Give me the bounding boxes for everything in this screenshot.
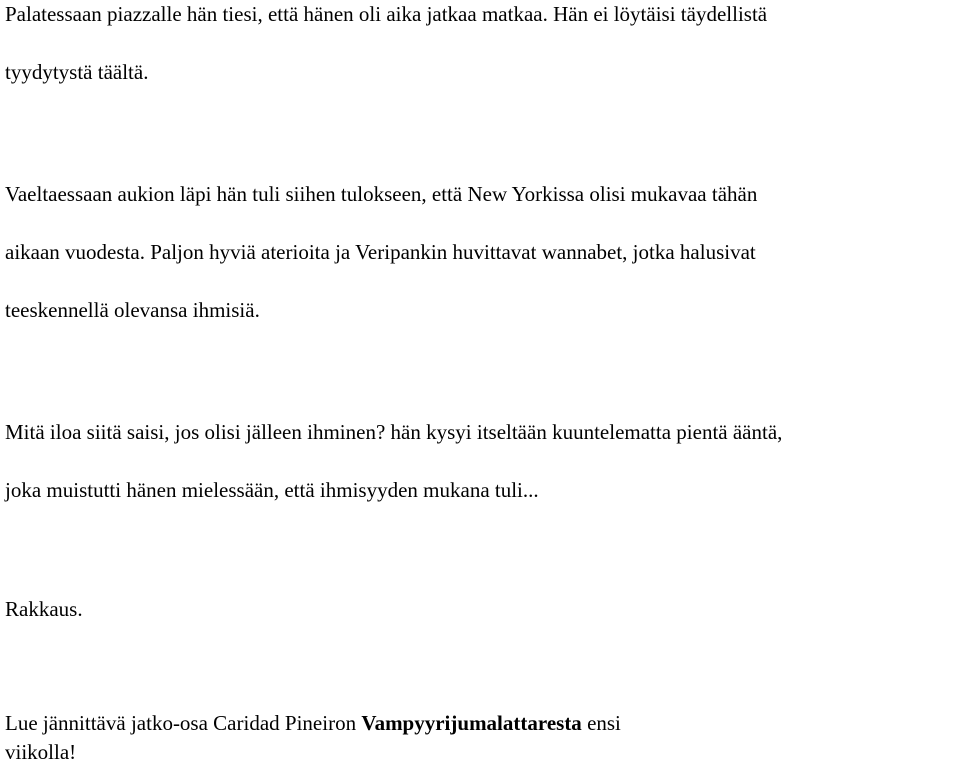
paragraph-2-line-2: aikaan vuodesta. Paljon hyviä aterioita ja Veripankin huvittavat wannabet, jotka halusivat [5,240,756,264]
teaser-suffix: ensi [581,711,621,735]
teaser-paragraph [5,709,621,767]
teaser-prefix: Lue jännittävä jatko-osa Caridad Pineiron [5,711,362,735]
paragraph-1-line-1: Palatessaan piazzalle hän tiesi, että hänen oli aika jatkaa matkaa. Hän ei löytäisi täydellistä [5,2,768,26]
paragraph-2-line-3: teeskennellä olevansa ihmisiä. [5,298,260,322]
paragraph-4 [5,580,83,638]
paragraph-1 [5,0,767,101]
teaser-line-2: viikolla! [5,740,77,764]
paragraph-3-line-2: joka muistutti hänen mielessään, että ihmisyyden mukana tuli... [5,478,539,502]
paragraph-2 [5,165,757,339]
teaser-line-1 [5,709,621,738]
paragraph-3 [5,403,782,519]
book-title: Vampyyrijumalattaresta [361,711,582,735]
paragraph-2-line-1: Vaeltaessaan aukion läpi hän tuli siihen tulokseen, että New Yorkissa olisi mukavaa tähän [5,182,758,206]
paragraph-4-line-1: Rakkaus. [5,597,83,621]
paragraph-1-line-2: tyydytystä täältä. [5,60,149,84]
paragraph-3-line-1: Mitä iloa siitä saisi, jos olisi jälleen ihminen? hän kysyi itseltään kuuntelematta pientä ääntä, [5,420,783,444]
